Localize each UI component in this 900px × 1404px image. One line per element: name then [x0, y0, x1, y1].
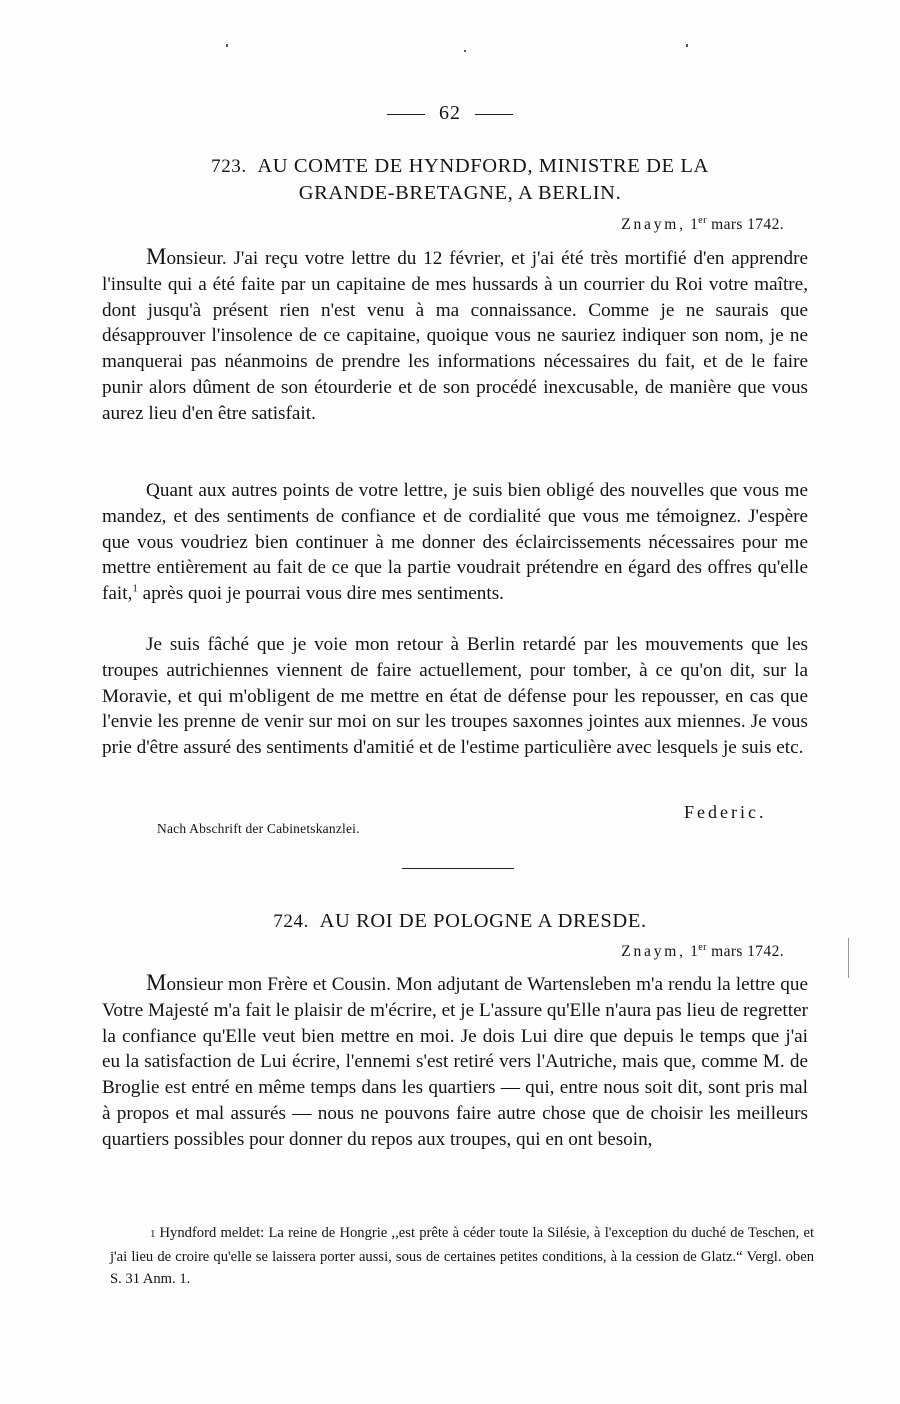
footnote [110, 1222, 814, 1291]
dateline-day-sup: er [698, 942, 707, 953]
scan-speck [686, 44, 688, 47]
footnote-reference: 1 [132, 582, 138, 595]
paragraph-text-continued: après quoi je pourrai vous dire mes sentiments. [137, 583, 504, 605]
page-number: 62 [439, 102, 461, 124]
letter-title-line [110, 153, 810, 180]
scan-speck [226, 44, 228, 47]
initial-letter: M [146, 244, 167, 269]
header-dash-right [475, 114, 513, 115]
scan-speck [848, 938, 849, 978]
dateline-rest: mars 1742. [706, 943, 784, 961]
footnote-text: Hyndford meldet: La reine de Hongrie ,,est prête à céder toute la Silésie, à l'exception du duché de Teschen, et j'ai lieu de croire qu'elle se laissera porter aussi, sous de certaines petites conditions, à la cession de Glatz.“ Vergl. oben S. 31 Anm. 1. [110, 1225, 814, 1287]
dateline-day-sup: er [698, 215, 707, 226]
paragraph-text: onsieur. J'ai reçu votre lettre du 12 février, et j'ai été très mortifié d'en apprendre l'insulte qui a été faite par un capitaine de mes hussards à un courrier du Roi votre maître, dont jusqu'à présent rien n'est venu à ma connaissance. Comme je ne saurais que désapprouver l'insolence de ce capitaine, quoique vous ne sauriez indiquer son nom, je ne manquerai pas néanmoins de prendre les informations nécessaires du fait, et de le faire punir alors dûment de son étourderie et de son procédé inexcusable, de manière que vous aurez lieu d'en être satisfait. [102, 248, 808, 424]
letter-724-dateline [621, 942, 784, 961]
dateline-day: 1 [690, 216, 699, 234]
footnote-mark: 1 [150, 1228, 156, 1240]
title-line-2: GRANDE-BRETAGNE, A BERLIN. [298, 182, 622, 204]
section-divider [402, 868, 514, 869]
page-header [0, 102, 900, 125]
letter-723-dateline [621, 215, 784, 234]
title-line-1: AU COMTE DE HYNDFORD, MINISTRE DE LA [257, 155, 709, 177]
paragraph-text: Quant aux autres points de votre lettre, je suis bien obligé des nouvelles que vous me mandez, et des sentiments de confiance et de cordialité que vous me témoignez. J'espère que vous voudriez bien continuer à me donner des éclaircissements nécessaires pour me mettre entièrement au fait de ce que la partie voudrait prétendre en égard des offres qu'elle fait, [102, 480, 808, 605]
letter-723-paragraph-3 [102, 632, 808, 761]
letter-title-line [110, 180, 810, 206]
initial-letter: M [146, 970, 167, 995]
letter-724-title [110, 908, 810, 935]
scan-speck [464, 50, 466, 52]
signature: Federic. [684, 802, 767, 822]
header-dash-left [387, 114, 425, 115]
dateline-place: Znaym, [621, 216, 686, 234]
title-line-1: AU ROI DE POLOGNE A DRESDE. [319, 910, 647, 932]
dateline-day: 1 [690, 943, 699, 961]
source-note: Nach Abschrift der Cabinetskanzlei. [157, 821, 360, 836]
dateline-place: Znaym, [621, 943, 686, 961]
letter-723-title [110, 153, 810, 206]
letter-723-paragraph-1 [102, 244, 808, 427]
letter-724-paragraph-1 [102, 970, 808, 1153]
paragraph-text: onsieur mon Frère et Cousin. Mon adjutant de Wartensleben m'a rendu la lettre que Votre Majesté m'a fait le plaisir de m'écrire, et je L'assure qu'Elle n'aura pas lieu de regretter la confiance qu'Elle veut bien mettre en moi. Je dois Lui dire que depuis le temps que j'ai eu la satisfaction de Lui écrire, l'ennemi s'est retiré vers l'Autriche, mais que, comme M. de Broglie est entré en même temps dans les quartiers — qui, entre nous soit dit, sont pris mal à propos et mal assurés — nous ne pouvons faire autre chose que de choisir les meilleurs quartiers possibles pour donner du repos aux troupes, qui en ont besoin, [102, 974, 808, 1150]
paragraph-text: Je suis fâché que je voie mon retour à Berlin retardé par les mouvements que les troupes autrichiennes viennent de faire actuellement, pour tomber, à ce qu'on dit, sur la Moravie, et qui m'obligent de me mettre en état de défense pour les repousser, en cas que l'envie les prenne de venir sur moi on sur les troupes saxonnes jointes aux miennes. Je vous prie d'être assuré des sentiments d'amitié et de l'estime particulière avec lesquels je suis etc. [102, 634, 808, 759]
letter-723-paragraph-2 [102, 478, 808, 607]
dateline-rest: mars 1742. [706, 216, 784, 234]
letter-number: 723. [211, 156, 247, 177]
letter-number: 724. [273, 911, 309, 932]
